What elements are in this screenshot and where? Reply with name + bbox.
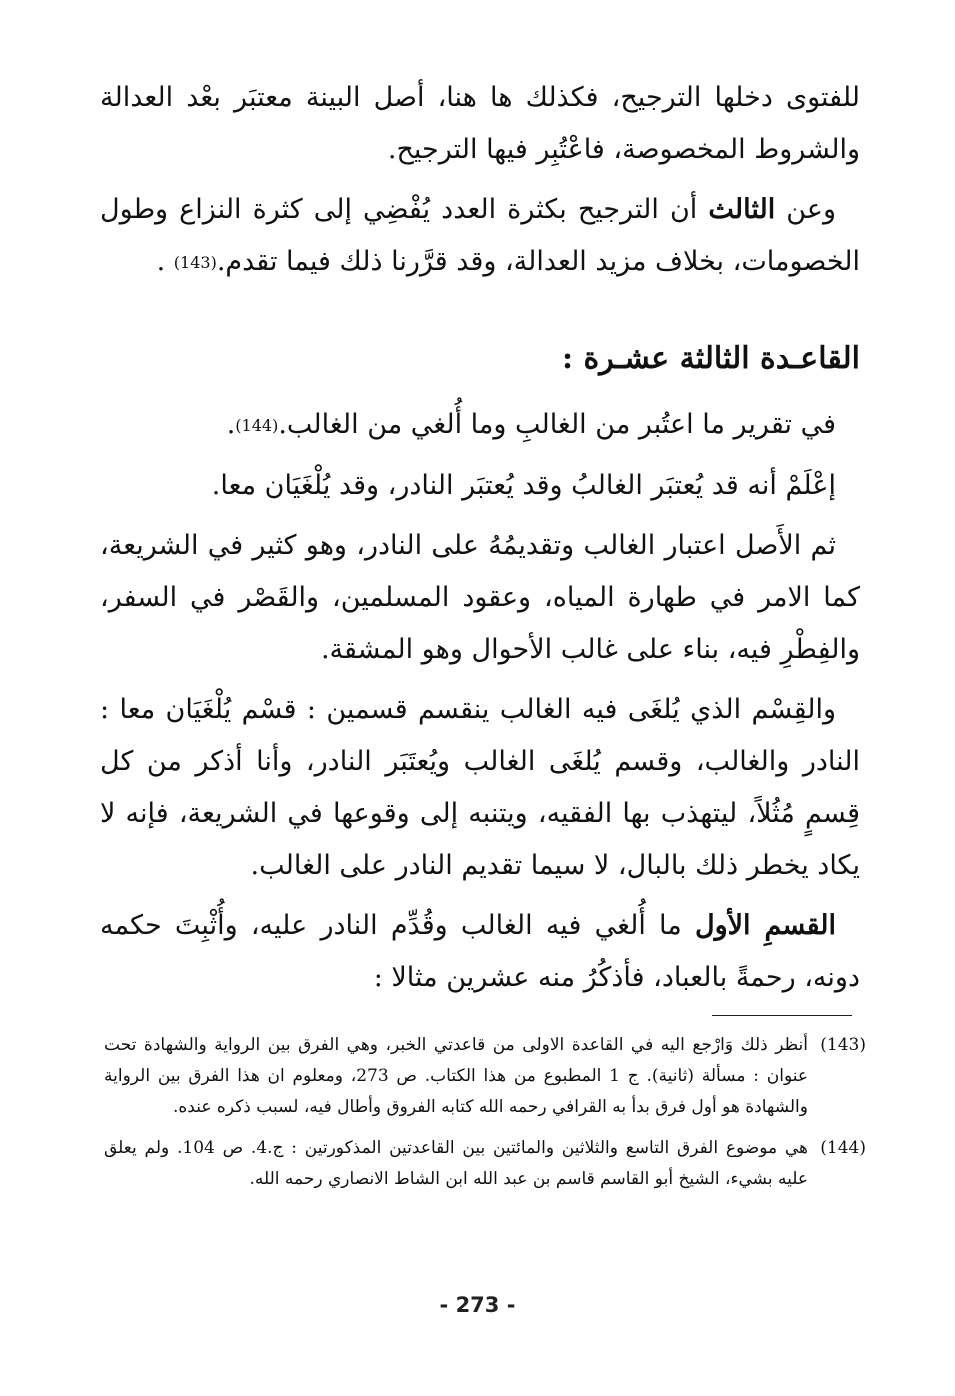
paragraph-4 — [100, 460, 860, 512]
main-text — [100, 72, 860, 1012]
paragraph-2-lead: وعن — [786, 194, 836, 225]
footnote-separator — [712, 1015, 852, 1016]
paragraph-2-end: . — [156, 246, 166, 277]
footnote-text: هي موضوع الفرق التاسع والثلاثين والمائتين بين القاعدتين المذكورتين : ج.4. ص 104. ولم يعلق عليه بشيء، الشيخ أبو القاسم قاسم بن عبد الله ابن الشاط الانصاري رحمه الله. — [104, 1138, 808, 1189]
paragraph-7-text: ما أُلغي فيه الغالب وقُدِّم النادر عليه، وأُثْبِتَ حكمه دونه، رحمةً بالعباد، فأذكُرُ منه عشرين مثالا : — [100, 910, 860, 993]
paragraph-5 — [100, 520, 860, 676]
page-number: - 273 - — [439, 1293, 516, 1317]
paragraph-1-text: للفتوى دخلها الترجيح، فكذلك ها هنا، أصل البينة معتبَر بعْد العدالة والشروط المخصوصة، فاعْتُبِر فيها الترجيح. — [100, 82, 860, 165]
paragraph-5-text: ثم الأَصل اعتبار الغالب وتقديمُهُ على النادر، وهو كثير في الشريعة، كما الامر في طهارة المياه، وعقود المسلمين، والقَصْر في السفر، والفِطْرِ فيه، بناء على غالب الأحوال وهو المشقة. — [100, 530, 860, 665]
paragraph-3 — [100, 399, 860, 452]
footnote-text: أنظر ذلك وَارْجع اليه في القاعدة الاولى من قاعدتي الخبر، وهي الفرق بين الرواية والشهادة تحت عنوان : مسألة (ثانية). ج 1 المطبوع من هذا الكتاب. ص 273، ومعلوم ان هذا الفرق بين الرواية والشهادة هو أول فرق بدأ به القرافي رحمه الله كتابه الفروق وأطال فيه، لسبب ذكره عنده. — [104, 1035, 808, 1117]
paragraph-6-text: والقِسْم الذي يُلغَى فيه الغالب ينقسم قسمين : قسْم يُلْغَيَان معا : النادر والغالب، وقسم يُلغَى الغالب ويُعتَبَر النادر، وأنا أذكر من كل قِسمٍ مُثُلاً، ليتهذب بها الفقيه، ويتنبه إلى وقوعها في الشريعة، فإنه لا يكاد يخطر ذلك بالبال، لا سيما تقديم النادر على الغالب. — [100, 694, 860, 881]
paragraph-7-bold: القسمِ الأول — [694, 910, 836, 941]
section-heading: القاعـدة الثالثة عشـرة : — [561, 341, 860, 376]
footnote-ref-144: (144) — [235, 416, 279, 435]
paragraph-6 — [100, 684, 860, 892]
paragraph-1 — [100, 72, 860, 176]
footnote-number: (144) — [820, 1138, 866, 1158]
paragraph-2-bold: الثالث — [708, 194, 776, 225]
paragraph-3-end: . — [226, 409, 236, 440]
footnotes — [104, 1030, 866, 1205]
footnote-143 — [104, 1030, 866, 1123]
paragraph-7 — [100, 900, 860, 1004]
footnote-144 — [104, 1133, 866, 1195]
paragraph-3-text: في تقرير ما اعتُبر من الغالبِ وما أُلغي من الغالب. — [278, 409, 836, 440]
paragraph-2 — [100, 184, 860, 289]
footnote-number: (143) — [820, 1035, 866, 1055]
paragraph-4-text: إعْلَمْ أنه قد يُعتبَر الغالبُ وقد يُعتبَر النادر، وقد يُلْغَيَان معا. — [211, 470, 836, 501]
paragraph-2-text: أن الترجيح بكثرة العدد يُفْضِي إلى كثرة النزاع وطول الخصومات، بخلاف مزيد العدالة، وقد قرَّرنا ذلك فيما تقدم. — [100, 194, 860, 277]
footnote-ref-143: (143) — [173, 253, 217, 272]
